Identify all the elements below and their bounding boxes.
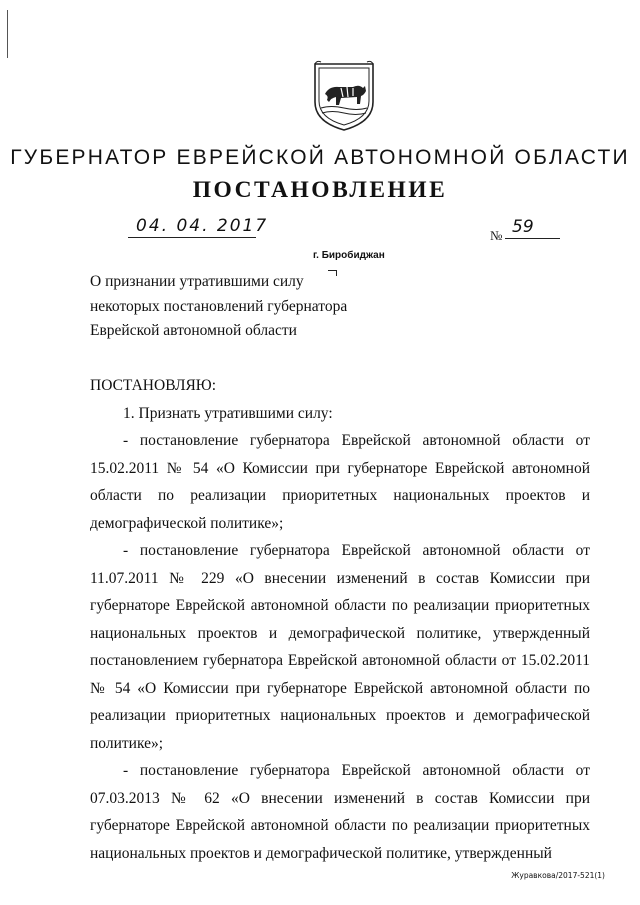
number-label: № (490, 228, 503, 243)
margin-line (7, 10, 8, 58)
governor-title: ГУБЕРНАТОР ЕВРЕЙСКОЙ АВТОНОМНОЙ ОБЛАСТИ (10, 146, 630, 169)
document-type-heading: ПОСТАНОВЛЕНИЕ (192, 177, 448, 203)
handwritten-date: 04. 04. 2017 (136, 216, 269, 236)
bullet-paragraph: - постановление губернатора Еврейской автономной области от 15.02.2011 № 54 «О Комиссии при губернаторе Еврейской автономной области по реализации приоритетных национальных проектов и демографической политике»; (90, 432, 590, 532)
clause-1: 1. Признать утратившими силу: (123, 404, 333, 422)
city-label: г. Биробиджан (313, 250, 385, 261)
subject-line: О признании утратившими силу (90, 273, 304, 290)
handwritten-number: 59 (512, 217, 534, 237)
date-underline (128, 237, 256, 238)
coat-of-arms-emblem (311, 58, 377, 132)
subject-line: Еврейской автономной области (90, 322, 297, 339)
footer-reference: Журавкова/2017-521(1) (511, 871, 605, 880)
bullet-paragraph: - постановление губернатора Еврейской автономной области от 07.03.2013 № 62 «О внесении изменений в состав Комиссии при губернаторе Еврейской автономной области по реализации приоритетных национальных проектов и демографической политике, утвержденный (90, 762, 590, 862)
document-body (90, 372, 590, 867)
bullet-paragraph: - постановление губернатора Еврейской автономной области от 11.07.2011 № 229 «О внесении изменений в состав Комиссии при губернаторе Еврейской автономной области по реализации приоритетных национальных проектов и демографической политике, утвержденный постановлением губернатора Еврейской автономной области от 15.02.2011 № 54 «О Комиссии при губернаторе Еврейской автономной области по реализации приоритетных национальных проектов и демографической политике»; (90, 542, 590, 752)
subject-corner-mark (328, 270, 337, 276)
number-underline (505, 238, 560, 239)
resolve-heading: ПОСТАНОВЛЯЮ: (90, 377, 217, 394)
subject-line: некоторых постановлений губернатора (90, 297, 348, 315)
subject-block (90, 270, 347, 344)
